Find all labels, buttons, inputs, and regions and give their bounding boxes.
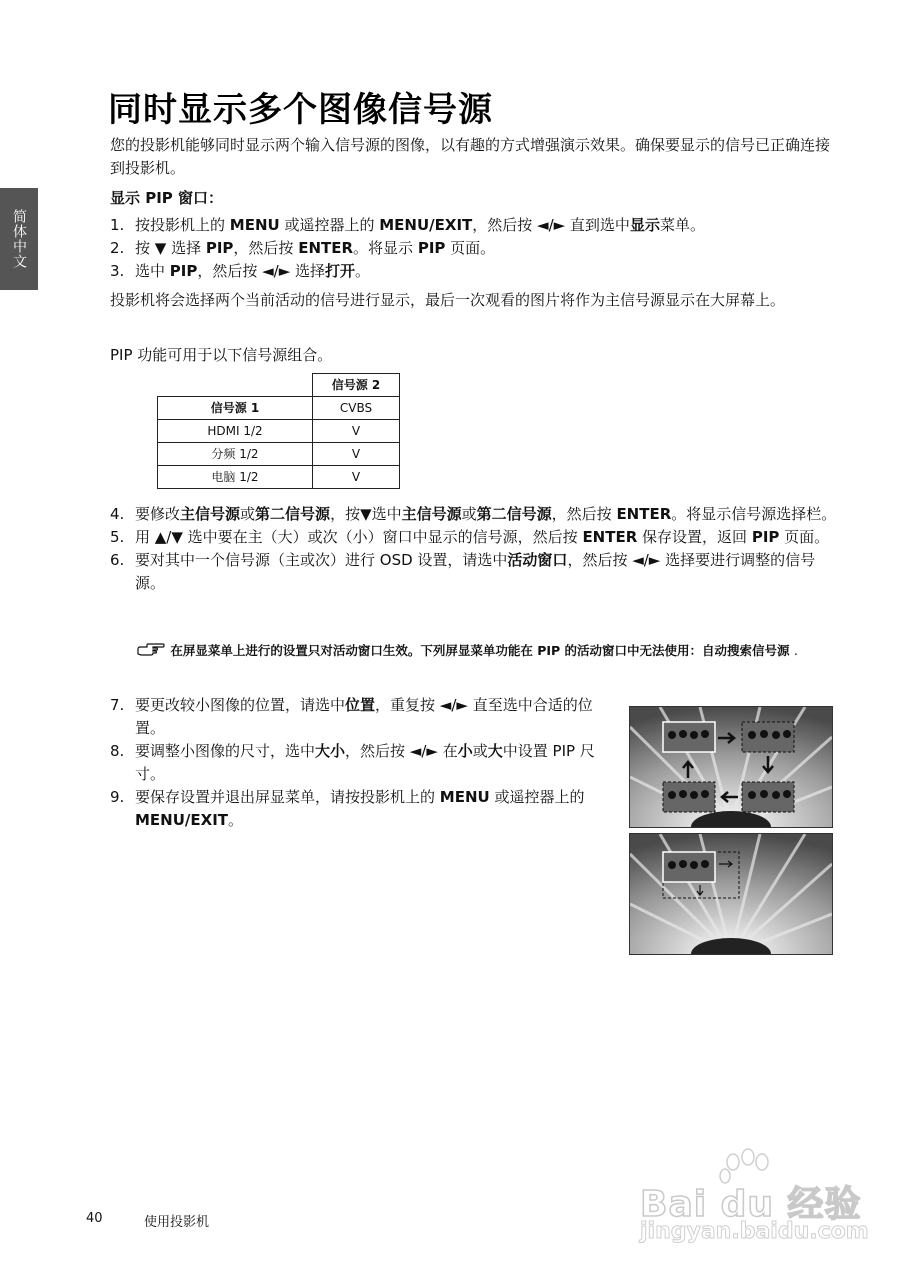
list-item: 3. 选中 PIP，然后按 ◄/► 选择打开。 xyxy=(110,262,371,280)
page-title: 同时显示多个图像信号源 xyxy=(108,90,493,130)
table-cell: 电脑 1/2 xyxy=(158,466,313,489)
pip-description: 投影机将会选择两个当前活动的信号进行显示，最后一次观看的图片将作为主信号源显示在大屏幕上。 xyxy=(110,291,786,309)
list-item: 4. 要修改主信号源或第二信号源，按▼选中主信号源或第二信号源，然后按 ENTER。将显示信号源选择栏。 xyxy=(110,505,837,523)
source-combination-table xyxy=(157,373,400,489)
page-number: 40 xyxy=(86,1211,103,1226)
table-cell: HDMI 1/2 xyxy=(158,420,313,443)
table-cell: V xyxy=(313,420,400,443)
note xyxy=(136,640,836,661)
pip-window-top-right xyxy=(742,722,794,752)
table-header-source-2: 信号源 2 xyxy=(313,374,400,397)
table-cell: 分频 1/2 xyxy=(158,443,313,466)
table-row xyxy=(158,466,400,489)
table-row xyxy=(158,374,400,397)
table-row xyxy=(158,397,400,420)
list-item: 1. 按投影机上的 MENU 或遥控器上的 MENU/EXIT，然后按 ◄/► 直到选中显示菜单。 xyxy=(110,216,705,234)
note-end: . xyxy=(793,643,798,658)
list-item: 7. 要更改较小图像的位置，请选中位置，重复按 ◄/► 直至选中合适的位置。 xyxy=(110,696,593,737)
list-item: 8. 要调整小图像的尺寸，选中大小，然后按 ◄/► 在小或大中设置 PIP 尺寸。 xyxy=(110,742,595,783)
steps-list-b xyxy=(110,503,840,595)
footer-section: 使用投影机 xyxy=(144,1215,210,1230)
steps-list-c xyxy=(110,694,615,832)
pip-combinations-intro: PIP 功能可用于以下信号源组合。 xyxy=(110,346,333,364)
watermark-url: jingyan.baidu.com xyxy=(640,1219,869,1244)
pip-position-figure xyxy=(629,706,833,828)
list-item: 5. 用 ▲/▼ 选中要在主（大）或次（小）窗口中显示的信号源，然后按 ENTER 保存设置，返回 PIP 页面。 xyxy=(110,528,830,546)
list-item: 2. 按 ▼ 选择 PIP，然后按 ENTER。将显示 PIP 页面。 xyxy=(110,239,496,257)
pip-window-bottom-left xyxy=(663,782,715,812)
list-item: 9. 要保存设置并退出屏显菜单，请按投影机上的 MENU 或遥控器上的 MENU/EXIT。 xyxy=(110,788,585,829)
table-cell: V xyxy=(313,443,400,466)
table-cell: V xyxy=(313,466,400,489)
steps-list-a xyxy=(110,214,705,283)
note-text: 在屏显菜单上进行的设置只对活动窗口生效。下列屏显菜单功能在 PIP 的活动窗口中无法使用：自动搜索信号源 xyxy=(170,643,790,658)
pip-window-top-left xyxy=(663,722,715,752)
hand-pointing-icon xyxy=(136,643,166,657)
pip-size-figure xyxy=(629,833,833,955)
pip-window-small xyxy=(663,852,715,882)
section-heading: 显示 PIP 窗口： xyxy=(110,189,224,207)
table-cell: 信号源 1 xyxy=(158,397,313,420)
language-side-tab xyxy=(0,188,38,290)
table-row xyxy=(158,420,400,443)
table-row xyxy=(158,443,400,466)
list-item: 6. 要对其中一个信号源（主或次）进行 OSD 设置，请选中活动窗口，然后按 ◄/► 选择要进行调整的信号源。 xyxy=(110,551,816,592)
watermark-logo-text: Bai du 经验 xyxy=(640,1184,862,1225)
intro-paragraph: 您的投影机能够同时显示两个输入信号源的图像，以有趣的方式增强演示效果。确保要显示的信号已正确连接到投影机。 xyxy=(110,136,831,177)
table-cell: CVBS xyxy=(313,397,400,420)
pip-window-bottom-right xyxy=(742,782,794,812)
language-tab-label: 简体中文 xyxy=(11,209,27,269)
